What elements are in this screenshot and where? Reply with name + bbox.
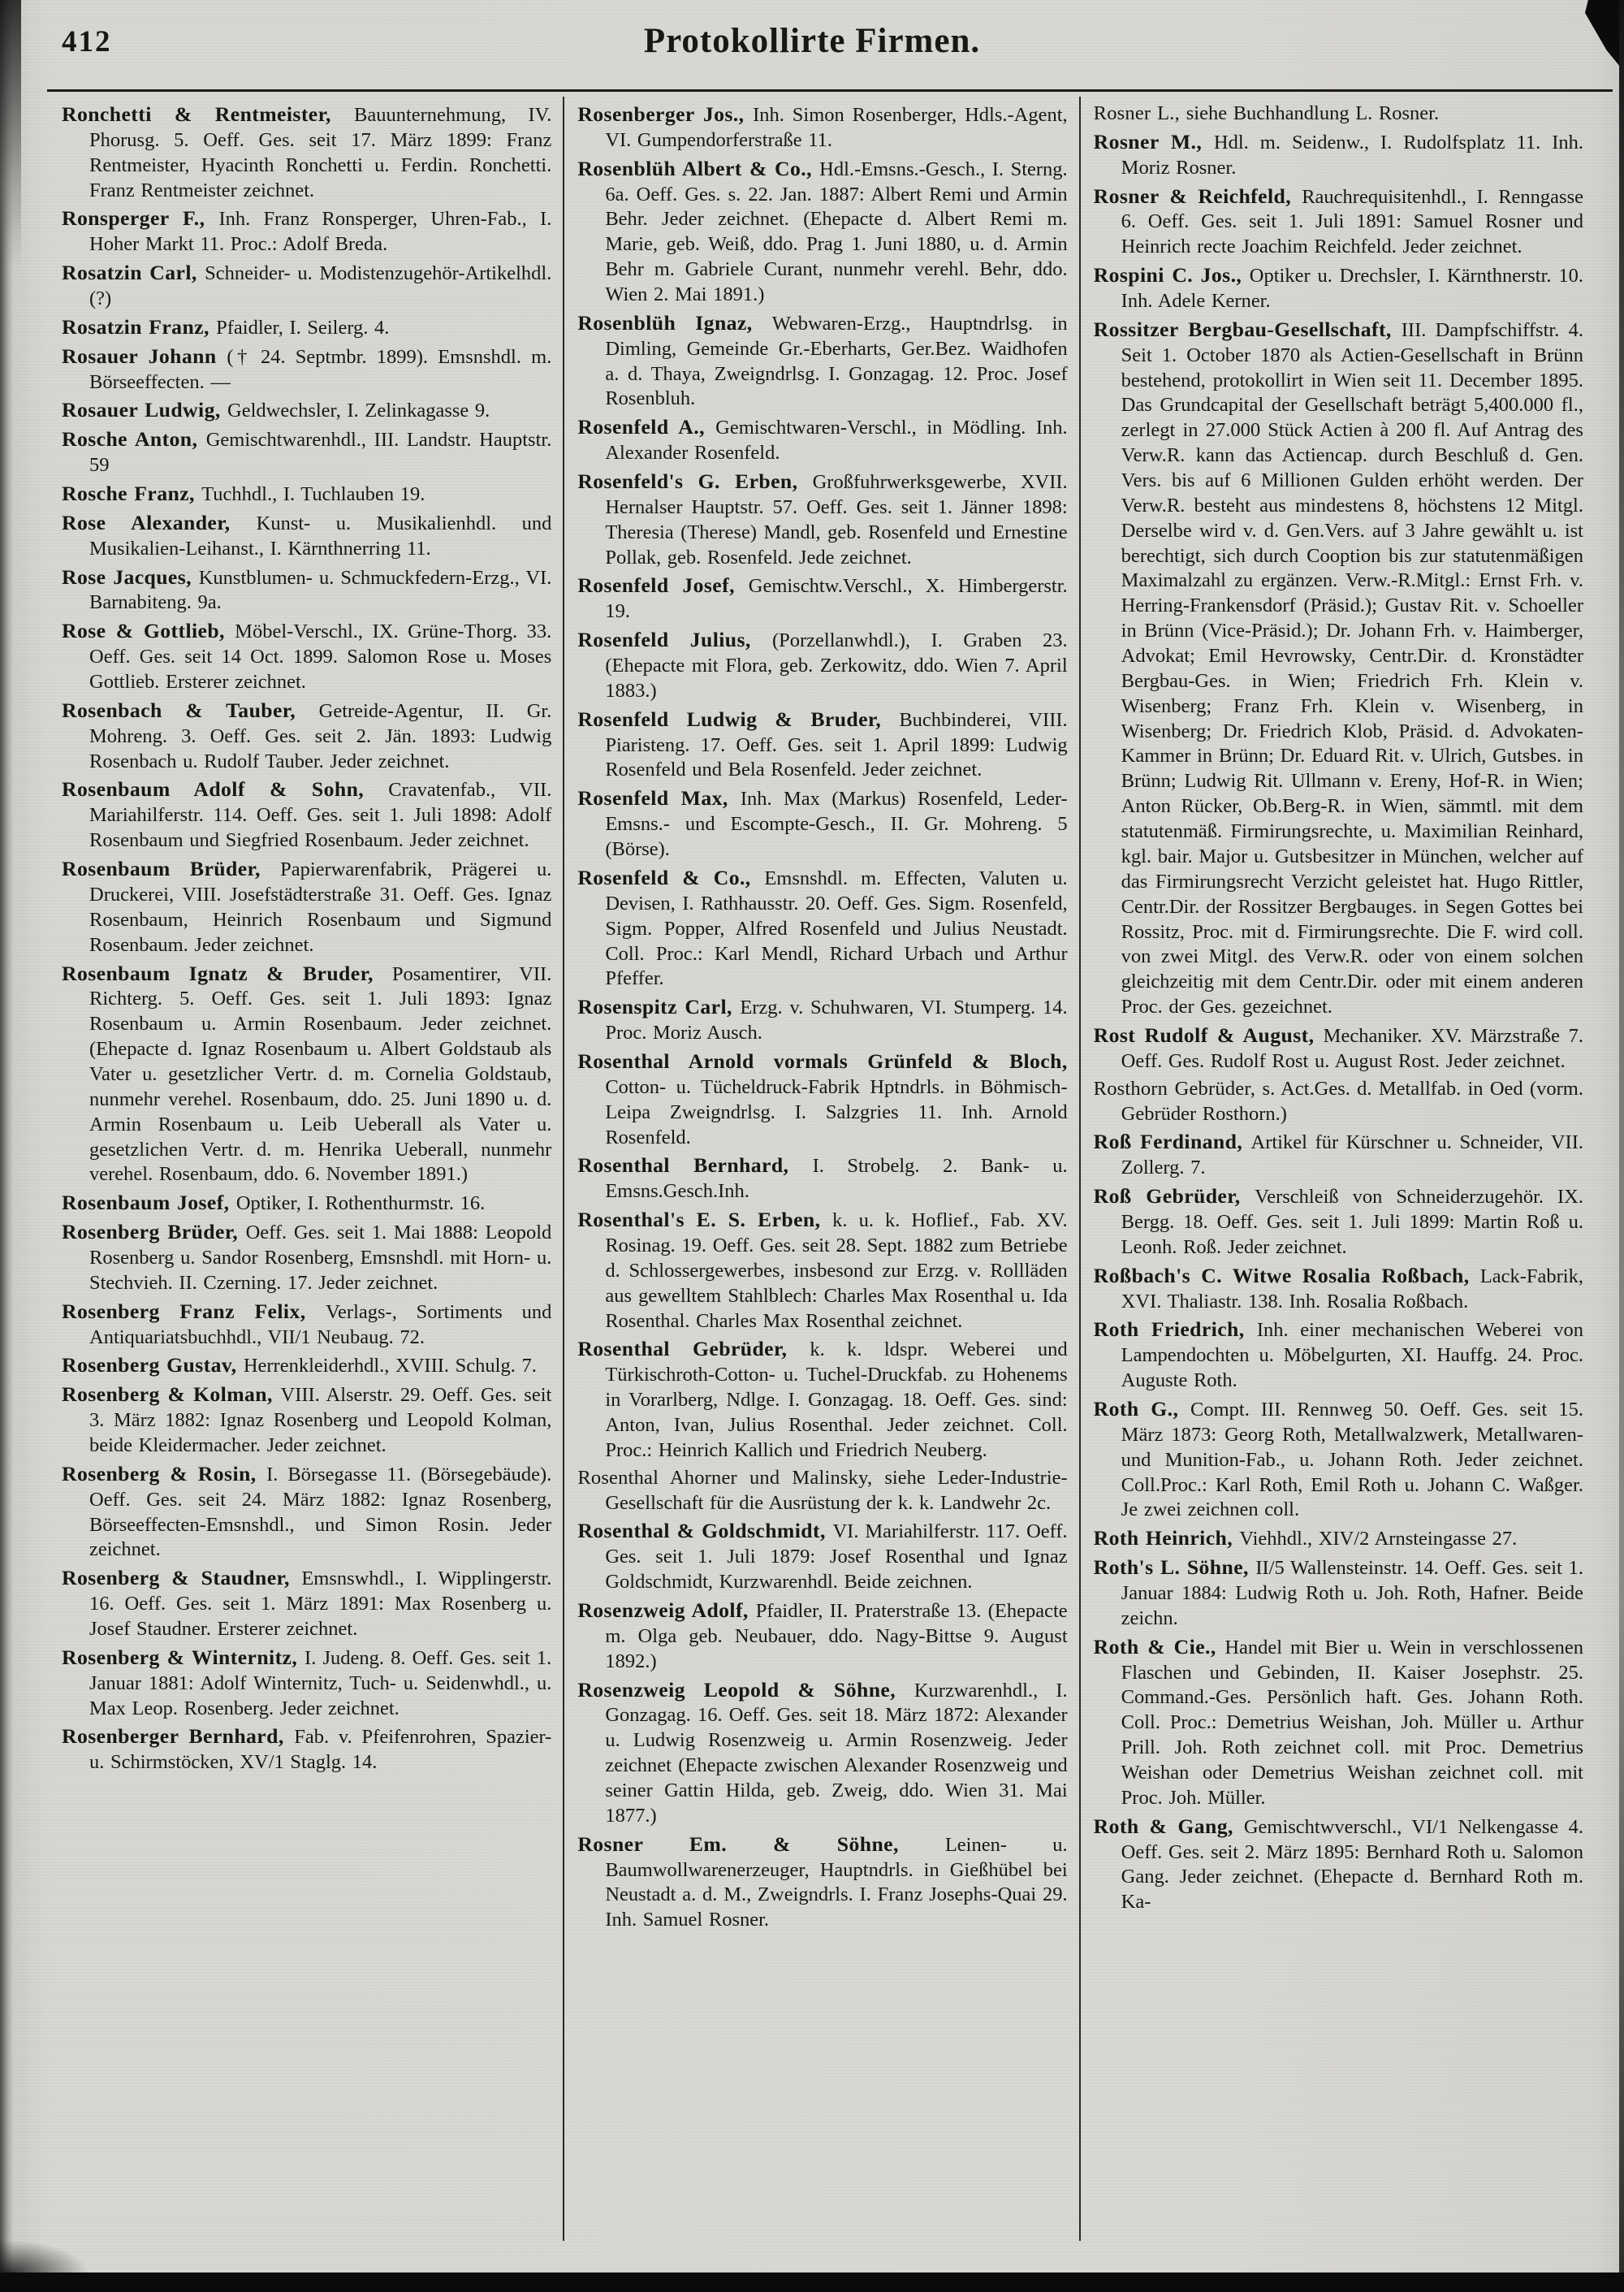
entry-text: Gemischtwverschl., VI/1 Nelkengasse 4. Oeff. Ges. seit 2. März 1895: Bernhard Roth u. Salomon Gang. Jeder zeichnet. (Ehepacte d. Bernhard Roth m. Ka-	[1121, 1815, 1583, 1914]
entry-text: Handel mit Bier u. Wein in verschlossenen Flaschen und Gebinden, II. Kaiser Josephstr. 25. Command.-Ges. Persönlich haft. Ges. Johann Roth. Coll. Proc.: Demetrius Weishan, Joh. Müller u. Arthur Prill. Joh. Roth zeichnet coll. mit Proc. Demetrius Weishan oder Demetrius Weishan zeichnet coll. mit Proc. Joh. Müller.	[1121, 1636, 1583, 1809]
firm-name: Rosatzin Franz,	[62, 314, 217, 339]
directory-entry	[1094, 1555, 1583, 1632]
firm-name: Rosenthal Gebrüder,	[577, 1337, 810, 1361]
firm-name: Rosenberg & Kolman,	[62, 1382, 281, 1407]
entry-text: Hdl.-Emsns.-Gesch., I. Sterng. 6a. Oeff. Ges. s. 22. Jan. 1887: Albert Remi und Armin Behr. Jeder zeichnet. (Ehepacte d. Albert Remi m. Marie, geb. Weiß, ddo. Prag 1. Juni 1880, u. d. Armin Behr m. Gabriele Curant, nunmehr verehl. Behr, ddo. Wien 2. Mai 1891.)	[605, 158, 1068, 306]
firm-name: Rosner L.,	[1093, 102, 1186, 124]
directory-entry	[62, 344, 551, 396]
firm-name: Rosenberg Gustav,	[62, 1353, 244, 1377]
page-header	[0, 0, 1624, 80]
directory-entry	[577, 469, 1067, 570]
directory-entry	[577, 102, 1067, 154]
firm-name: Roth G.,	[1093, 1396, 1191, 1421]
directory-entry	[62, 1352, 551, 1379]
entry-text: VI. Mariahilferstr. 117. Oeff. Ges. seit 1. Juli 1879: Josef Rosenthal und Ignaz Goldschmidt, Kurzwarenhdl. Beide zeichnen.	[605, 1520, 1068, 1594]
entry-text: siehe Leder-Industrie-Gesellschaft für die Ausrüstung der k. k. Landwehr 2c.	[605, 1466, 1068, 1514]
directory-entry	[577, 1207, 1067, 1334]
firm-name: Rosner Em. & Söhne,	[577, 1831, 945, 1856]
entry-text: Cotton- u. Tücheldruck-Fabrik Hptndrls. in Böhmisch-Leipa Zweigndrlsg. I. Salzgries 11. Inh. Arnold Rosenfeld.	[605, 1075, 1068, 1148]
entry-text: Möbel-Verschl., IX. Grüne-Thorg. 33. Oeff. Ges. seit 14 Oct. 1899. Salomon Rose u. Moses Gottlieb. Ersterer zeichnet.	[89, 621, 552, 694]
directory-entry	[577, 865, 1067, 992]
firm-name: Rosauer Ludwig,	[62, 398, 227, 422]
firm-name: Rosenbaum Adolf & Sohn,	[62, 777, 389, 802]
entry-text: Hdl. m. Seidenw., I. Rudolfsplatz 11. Inh. Moriz Rosner.	[1121, 131, 1583, 179]
entry-text: Compt. III. Rennweg 50. Oeff. Ges. seit 15. März 1873: Georg Roth, Metallwalzwerk, Metallwaren- und Munition-Fab., u. Johann Roth. Jeder zeichnet. Coll.Proc.: Karl Roth, Emil Roth u. Johann C. Waßger. Je zwei zeichnen coll.	[1121, 1398, 1583, 1521]
directory-entry	[1094, 317, 1583, 1020]
entry-text: Papierwarenfabrik, Prägerei u. Druckerei, VIII. Josefstädterstraße 31. Oeff. Ges. Ignaz Rosenbaum, Heinrich Rosenbaum und Sigmund Rosenbaum. Jeder zeichnet.	[89, 858, 552, 956]
firm-name: Rost Rudolf & August,	[1093, 1023, 1324, 1047]
directory-entry	[1094, 262, 1583, 314]
entry-text: Kurzwarenhdl., I. Gonzagag. 16. Oeff. Ges. seit 18. März 1872: Alexander u. Ludwig Rosenzweig u. Armin Rosenzweig. Jeder zeichnet (Ehepacte zwischen Alexander Rosenzweig und seiner Gattin Hilda, geb. Zweig, ddo. Wien 31. Mai 1877.)	[605, 1679, 1068, 1827]
firm-name: Rosenbaum Brüder,	[62, 857, 281, 881]
directory-entry	[62, 1461, 551, 1563]
entry-text: I. Börsegasse 11. (Börsegebäude). Oeff. Ges. seit 24. März 1882: Ignaz Rosenberg, Börseeffecten-Emsnshdl., und Simon Rosin. Jeder zeichnet.	[89, 1463, 552, 1561]
firm-name: Rosenberg Brüder,	[62, 1220, 246, 1244]
page-number: 412	[62, 25, 112, 58]
entry-text: k. u. k. Hoflief., Fab. XV. Rosinag. 19. Oeff. Ges. seit 28. Sept. 1882 zum Betriebe d. Schlossergewerbes, insbesond zur Erzg. v. Rollläden aus gewelltem Stahlblech: Charles Max Rosenthal u. Ida Rosenthal. Charles Max Rosenthal zeichnet.	[605, 1209, 1068, 1332]
directory-entry	[1094, 1525, 1583, 1552]
firm-name: Rosenfeld A.,	[577, 415, 716, 439]
firm-name: Rosthorn Gebrüder,	[1093, 1077, 1263, 1100]
entry-text: († 24. Septmbr. 1899). Emsnshdl. m. Börseeffecten. —	[89, 345, 552, 393]
entry-text: Fab. v. Pfeifenrohren, Spazier- u. Schirmstöcken, XV/1 Staglg. 14.	[89, 1726, 552, 1774]
firm-name: Rosenberger Bernhard,	[62, 1724, 295, 1749]
entry-text: Optiker u. Drechsler, I. Kärnthnerstr. 10. Inh. Adele Kerner.	[1121, 265, 1583, 313]
directory-entry	[62, 102, 551, 203]
firm-name: Roth Heinrich,	[1093, 1526, 1240, 1550]
entry-text: Cravatenfab., VII. Mariahilferstr. 114. Oeff. Ges. seit 1. Juli 1898: Adolf Rosenbaum und Siegfried Rosenbaum. Jeder zeichnet.	[89, 779, 552, 852]
entry-text: Gemischtwaren-Verschl., in Mödling. Inh. Alexander Rosenfeld.	[605, 417, 1068, 465]
firm-name: Rosenbach & Tauber,	[62, 698, 319, 722]
firm-name: Rosenbaum Ignatz & Bruder,	[62, 961, 392, 985]
directory-entry	[62, 314, 551, 341]
directory-entry	[62, 260, 551, 312]
firm-name: Rosenthal's E. S. Erben,	[577, 1208, 833, 1232]
directory-entry	[62, 1219, 551, 1296]
firm-name: Roth's L. Söhne,	[1093, 1555, 1256, 1580]
entry-text: Artikel für Kürschner u. Schneider, VII. Zollerg. 7.	[1121, 1131, 1583, 1179]
entry-text: II/5 Wallensteinstr. 14. Oeff. Ges. seit 1. Januar 1884: Ludwig Roth u. Joh. Roth, Hafner. Beide zeichn.	[1121, 1557, 1583, 1629]
directory-entry	[577, 785, 1067, 863]
entry-text: Bauunternehmung, IV. Phorusg. 5. Oeff. Ges. seit 17. März 1899: Franz Rentmeister, Hyacinth Ronchetti u. Ferdin. Ronchetti. Franz Rentmeister zeichnet.	[89, 104, 552, 201]
directory-column-1	[49, 97, 563, 2241]
firm-name: Rospini C. Jos.,	[1093, 263, 1250, 288]
directory-entry	[577, 707, 1067, 784]
entry-text: Großfuhrwerksgewerbe, XVII. Hernalser Hauptstr. 57. Oeff. Ges. seit 1. Jänner 1898: Theresia (Therese) Mandl, geb. Rosenfeld und Ernestine Pollak, geb. Rosenfeld. Jede zeichnet.	[605, 471, 1068, 569]
firm-name: Ronchetti & Rentmeister,	[62, 102, 354, 126]
directory-entry	[577, 1049, 1067, 1150]
entry-text: s. Act.Ges. d. Metallfab. in Oed (vorm. Gebrüder Rosthorn.)	[1121, 1077, 1583, 1125]
firm-name: Roßbach's C. Witwe Rosalia Roßbach,	[1093, 1263, 1480, 1287]
directory-entry	[62, 1565, 551, 1642]
entry-text: Lack-Fabrik, XVI. Thaliastr. 138. Inh. Rosalia Roßbach.	[1121, 1265, 1583, 1312]
firm-name: Rossitzer Bergbau-Gesellschaft,	[1093, 317, 1402, 341]
firm-name: Rosenberg & Rosin,	[62, 1461, 267, 1485]
directory-entry	[1094, 184, 1583, 261]
firm-name: Rosenzweig Adolf,	[577, 1598, 756, 1622]
entry-text: Getreide-Agentur, II. Gr. Mohreng. 3. Oeff. Ges. seit 2. Jän. 1893: Ludwig Rosenbach u. Rudolf Tauber. Jeder zeichnet.	[89, 699, 552, 772]
entry-text: Inh. Franz Ronsperger, Uhren-Fab., I. Hoher Markt 11. Proc.: Adolf Breda.	[89, 208, 552, 256]
firm-name: Rosenfeld's G. Erben,	[577, 469, 813, 494]
firm-name: Rosenblüh Ignaz,	[577, 310, 772, 335]
directory-entry	[1094, 1634, 1583, 1811]
entry-text: Optiker, I. Rothenthurmstr. 16.	[235, 1192, 486, 1215]
firm-name: Roß Gebrüder,	[1093, 1184, 1255, 1209]
directory-entry	[577, 627, 1067, 704]
firm-name: Rosenfeld Max,	[577, 786, 741, 811]
entry-text: I. Strobelg. 2. Bank- u. Emsns.Gesch.Inh.	[605, 1155, 1068, 1203]
firm-name: Rosner M.,	[1093, 129, 1214, 154]
firm-name: Rosenfeld Ludwig & Bruder,	[577, 707, 900, 731]
entry-text: Inh. einer mechanischen Weberei von Lampendochten u. Möbelgurten, XI. Hauffg. 24. Proc. Auguste Roth.	[1121, 1319, 1583, 1392]
entry-text: (Porzellanwhdl.), I. Graben 23. (Ehepacte mit Flora, geb. Zerkowitz, ddo. Wien 7. April 1883.)	[605, 629, 1068, 702]
firm-name: Ronsperger F.,	[62, 206, 219, 231]
firm-name: Rose & Gottlieb,	[62, 619, 235, 643]
directory-entry	[1094, 1183, 1583, 1261]
directory-entry	[1094, 102, 1583, 127]
directory-entry	[62, 698, 551, 775]
directory-entry	[577, 994, 1067, 1046]
entry-text: Gemischtwarenhdl., III. Landstr. Hauptstr. 59	[89, 429, 552, 477]
directory-entry	[62, 481, 551, 508]
directory-entry	[577, 1677, 1067, 1829]
firm-name: Rosenblüh Albert & Co.,	[577, 156, 820, 180]
directory-entry	[577, 156, 1067, 308]
directory-entry	[1094, 1023, 1583, 1075]
firm-name: Rosenfeld Josef,	[577, 573, 749, 598]
directory-column-2	[563, 97, 1078, 2241]
firm-name: Roth & Gang,	[1093, 1814, 1244, 1838]
firm-name: Rosauer Johann	[62, 344, 227, 368]
firm-name: Rosenthal Ahorner und Malinsky,	[577, 1466, 885, 1489]
directory-entry	[62, 776, 551, 854]
directory-entry	[62, 1723, 551, 1775]
directory-entry	[577, 1152, 1067, 1204]
directory-entry	[577, 1518, 1067, 1595]
directory-entry	[577, 1336, 1067, 1463]
entry-text: k. k. ldspr. Weberei und Türkischroth-Cotton- u. Tuchel-Druckfab. zu Hohenems in Vorarlberg, Ndlge. I. Gonzagag. 18. Oeff. Ges. sind: Anton, Ivan, Julius Rosenthal. Jeder zeichnet. Coll. Proc.: Heinrich Kallich und Friedrich Neuberg.	[605, 1338, 1068, 1461]
scan-edge-bottom	[0, 2273, 1624, 2292]
entry-text: III. Dampfschiffstr. 4. Seit 1. October 1870 als Actien-Gesellschaft in Brünn bestehend, protokollirt in Wien seit 11. December 1895. Das Grundcapital der Gesellschaft beträgt 5,400.000 fl., zerlegt in 27.000 Stück Actien à 200 fl. Auf Antrag des Verw.R. kann das Actiencap. durch Beschluß d. Gen. Vers. bis auf 6 Millionen Gulden erhöht werden. Der Verw.R. besteht aus mindestens 8, höchstens 12 Mitgl. Derselbe wird v. d. Gen.Vers. auf 3 Jahre gewählt u. ist berechtigt, sich durch Cooption bis zur statutenmäßigen Maximalzahl zu ergänzen. Verw.-R.Mitgl.: Ernst Frh. v. Herring-Frankensdorf (Präsid.); Gustav Rit. v. Schoeller in Brünn (Vice-Präsid.); Dr. Johann Frh. v. Haimberger, Advokat; Emil Hevrowsky, Centr.Dir. d. Kronstädter Bergbau-Ges. in Wien; Friedrich Frh. Klein v. Wisenberg; Franz Frh. Klein v. Wisenberg, in Wisenberg; Dr. Friedrich Klob, Präsid. d. Advokaten-Kammer in Brünn; Dr. Eduard Rit. v. Ulrich, Gutsbes. in Brünn; Ludwig Rit. Ullmann v. Ereny, Hof-R. in Wien; Anton Rücker, Ob.Berg-R. in Wien, sämmtl. mit dem statutenmäß. Firmirungsrechte, u. Maximilian Reinhard, kgl. bair. Major u. Gutsbesitzer in München, welcher auf das Firmirungsrecht Verzicht geleistet hat. Hugo Rittler, Centr.Dir. der Rossitzer Bergbauges. in Segen Gottes bei Rossitz, Proc. mit d. Firmirungsrechte. Die F. wird coll. von zwei Mitgl. des Verw.R. oder von einem solchen gleichzeitig mit dem Centr.Dir. oder mit einem anderen Proc. der Ges. gezeichnet.	[1121, 318, 1583, 1018]
directory-entry	[62, 510, 551, 562]
firm-name: Rosatzin Carl,	[62, 261, 205, 285]
directory-entry	[1094, 1396, 1583, 1523]
firm-name: Rosenberg & Staudner,	[62, 1566, 302, 1590]
directory-entry	[62, 1645, 551, 1722]
directory-entry	[1094, 1129, 1583, 1181]
directory-entry	[577, 310, 1067, 412]
firm-name: Rose Jacques,	[62, 564, 199, 589]
entry-text: Tuchhdl., I. Tuchlauben 19.	[201, 483, 425, 506]
entry-text: Leinen- u. Baumwollwarenerzeuger, Hauptndrls. in Gießhübel bei Neustadt a. d. M., Zweigndrls. I. Franz Josephs-Quai 29. Inh. Samuel Rosner.	[605, 1833, 1068, 1931]
directory-entry	[1094, 1263, 1583, 1315]
firm-name: Roth & Cie.,	[1093, 1634, 1225, 1658]
entry-text: Schneider- u. Modistenzugehör-Artikelhdl. (?)	[89, 262, 552, 310]
directory-entry	[1094, 129, 1583, 181]
entry-text: Inh. Max (Markus) Rosenfeld, Leder-Emsns.- und Escompte-Gesch., II. Gr. Mohreng. 5 (Börse).	[605, 788, 1068, 861]
directory-entry	[577, 1831, 1067, 1933]
entry-text: siehe Buchhandlung L. Rosner.	[1186, 102, 1440, 124]
firm-name: Rosenthal & Goldschmidt,	[577, 1519, 833, 1543]
firm-name: Rosenspitz Carl,	[577, 995, 741, 1019]
entry-text: Verlags-, Sortiments und Antiquariatsbuchhdl., VII/1 Neubaug. 72.	[89, 1300, 552, 1348]
entry-text: I. Judeng. 8. Oeff. Ges. seit 1. Januar 1881: Adolf Winternitz, Tuch- u. Seidenwhdl., u. Max Leop. Rosenberg. Jeder zeichnet.	[89, 1646, 552, 1719]
directory-entry	[62, 1299, 551, 1351]
directory-entry	[577, 573, 1067, 625]
entry-text: Oeff. Ges. seit 1. Mai 1888: Leopold Rosenberg u. Sandor Rosenberg, Emsnshdl. mit Horn- u. Stechvieh. II. Czerning. 17. Jeder zeichnet.	[89, 1222, 552, 1294]
entry-text: Webwaren-Erzg., Hauptndrlsg. in Dimling, Gemeinde Gr.-Eberharts, Ger.Bez. Waidhofen a. d. Thaya, Zweigndrlsg. I. Gonzagag. 12. Proc. Josef Rosenbluh.	[605, 312, 1068, 410]
entry-text: Emsnshdl. m. Effecten, Valuten u. Devisen, I. Rathhausstr. 20. Oeff. Ges. Sigm. Rosenfeld, Sigm. Popper, Alfred Rosenfeld und Julius Neustadt. Coll. Proc.: Karl Mendl, Richard Urbach und Arthur Pfeffer.	[605, 867, 1068, 990]
entry-text: Emsnswhdl., I. Wipplingerstr. 16. Oeff. Ges. seit 1. März 1891: Max Rosenberg u. Josef Staudner. Ersterer zeichnet.	[89, 1568, 552, 1640]
directory-entry	[62, 205, 551, 257]
entry-text: Kunst- u. Musikalienhdl. und Musikalien-Leihanst., I. Kärnthnerring 11.	[89, 512, 552, 560]
entry-text: Rauchrequisitenhdl., I. Renngasse 6. Oeff. Ges. seit 1. Juli 1891: Samuel Rosner und Heinrich recte Joachim Reichfeld. Jeder zeichnet.	[1121, 185, 1583, 258]
entry-text: Verschleiß von Schneiderzugehör. IX. Bergg. 18. Oeff. Ges. seit 1. Juli 1899: Martin Roß u. Leonh. Roß. Jeder zeichnet.	[1121, 1186, 1583, 1258]
directory-columns	[49, 97, 1595, 2241]
firm-name: Rosenfeld & Co.,	[577, 865, 765, 889]
directory-entry	[62, 618, 551, 695]
firm-name: Rosche Anton,	[62, 427, 206, 452]
entry-text: Kunstblumen- u. Schmuckfedern-Erzg., VI. Barnabiteng. 9a.	[89, 566, 552, 614]
entry-text: Geldwechsler, I. Zelinkagasse 9.	[227, 400, 490, 422]
directory-entry	[62, 426, 551, 478]
firm-name: Rosenberger Jos.,	[577, 102, 754, 126]
firm-name: Rosenthal Bernhard,	[577, 1153, 813, 1178]
firm-name: Rosner & Reichfeld,	[1093, 184, 1302, 208]
directory-entry	[62, 564, 551, 616]
directory-entry	[577, 414, 1067, 466]
scan-edge-left	[0, 0, 13, 2292]
entry-text: Posamentirer, VII. Richterg. 5. Oeff. Ges. seit 1. Juli 1893: Ignaz Rosenbaum u. Armin Rosenbaum. Jeder zeichnet. (Ehepacte d. Ignaz Rosenbaum u. Albert Goldstaub als Vater u. gesetzlicher Vertr. d. m. Cornelia Goldstaub, nunmehr verehel. Rosenbaum, ddo. 25. Juni 1890 u. d. Armin Rosenbaum u. Leib Ueberall als Vater u. gesetzlichen Vertr. d. m. Henrika Ueberall, nunmehr verehel. Rosenbaum, ddo. 6. November 1891.)	[89, 962, 552, 1186]
entry-text: Gemischtw.Verschl., X. Himbergerstr. 19.	[605, 575, 1068, 623]
directory-entry	[62, 1382, 551, 1459]
entry-text: Mechaniker. XV. Märzstraße 7. Oeff. Ges. Rudolf Rost u. August Rost. Jeder zeichnet.	[1121, 1024, 1583, 1072]
entry-text: Herrenkleiderhdl., XVIII. Schulg. 7.	[243, 1355, 537, 1377]
firm-name: Roß Ferdinand,	[1093, 1130, 1251, 1154]
firm-name: Roth Friedrich,	[1093, 1317, 1257, 1342]
entry-text: Pfaidler, II. Praterstraße 13. (Ehepacte m. Olga geb. Neubauer, ddo. Nagy-Bittse 9. August 1892.)	[605, 1599, 1068, 1672]
directory-entry	[577, 1466, 1067, 1516]
firm-name: Rosenbaum Josef,	[62, 1191, 236, 1215]
entry-text: Pfaidler, I. Seilerg. 4.	[216, 316, 390, 339]
entry-text: VIII. Alserstr. 29. Oeff. Ges. seit 3. März 1882: Ignaz Rosenberg und Leopold Kolman, beide Kleidermacher. Jeder zeichnet.	[89, 1384, 552, 1456]
directory-entry	[62, 1190, 551, 1217]
scan-edge-right	[1619, 0, 1624, 2292]
entry-text: Inh. Simon Rosenberger, Hdls.-Agent, VI. Gumpendorferstraße 11.	[605, 104, 1068, 151]
firm-name: Rosenzweig Leopold & Söhne,	[577, 1677, 914, 1702]
directory-entry	[62, 856, 551, 958]
directory-entry	[62, 397, 551, 424]
directory-column-3	[1079, 97, 1595, 2241]
firm-name: Rosenberg & Winternitz,	[62, 1645, 305, 1669]
firm-name: Rosche Franz,	[62, 482, 202, 506]
firm-name: Rose Alexander,	[62, 510, 257, 534]
directory-entry	[577, 1598, 1067, 1675]
firm-name: Rosenberg Franz Felix,	[62, 1299, 326, 1323]
entry-text: Viehhdl., XIV/2 Arnsteingasse 27.	[1239, 1528, 1518, 1550]
firm-name: Rosenthal Arnold vormals Grünfeld & Bloch,	[577, 1049, 1068, 1073]
entry-text: Buchbinderei, VIII. Piaristeng. 17. Oeff. Ges. seit 1. April 1899: Ludwig Rosenfeld und Bela Rosenfeld. Jeder zeichnet.	[605, 708, 1068, 781]
header-rule	[47, 89, 1613, 92]
entry-text: Erzg. v. Schuhwaren, VI. Stumperg. 14. Proc. Moriz Ausch.	[605, 997, 1068, 1044]
page-title: Protokollirte Firmen.	[643, 22, 981, 60]
directory-entry	[1094, 1077, 1583, 1127]
directory-entry	[62, 961, 551, 1188]
directory-entry	[1094, 1317, 1583, 1394]
directory-entry	[1094, 1814, 1583, 1915]
firm-name: Rosenfeld Julius,	[577, 628, 772, 652]
